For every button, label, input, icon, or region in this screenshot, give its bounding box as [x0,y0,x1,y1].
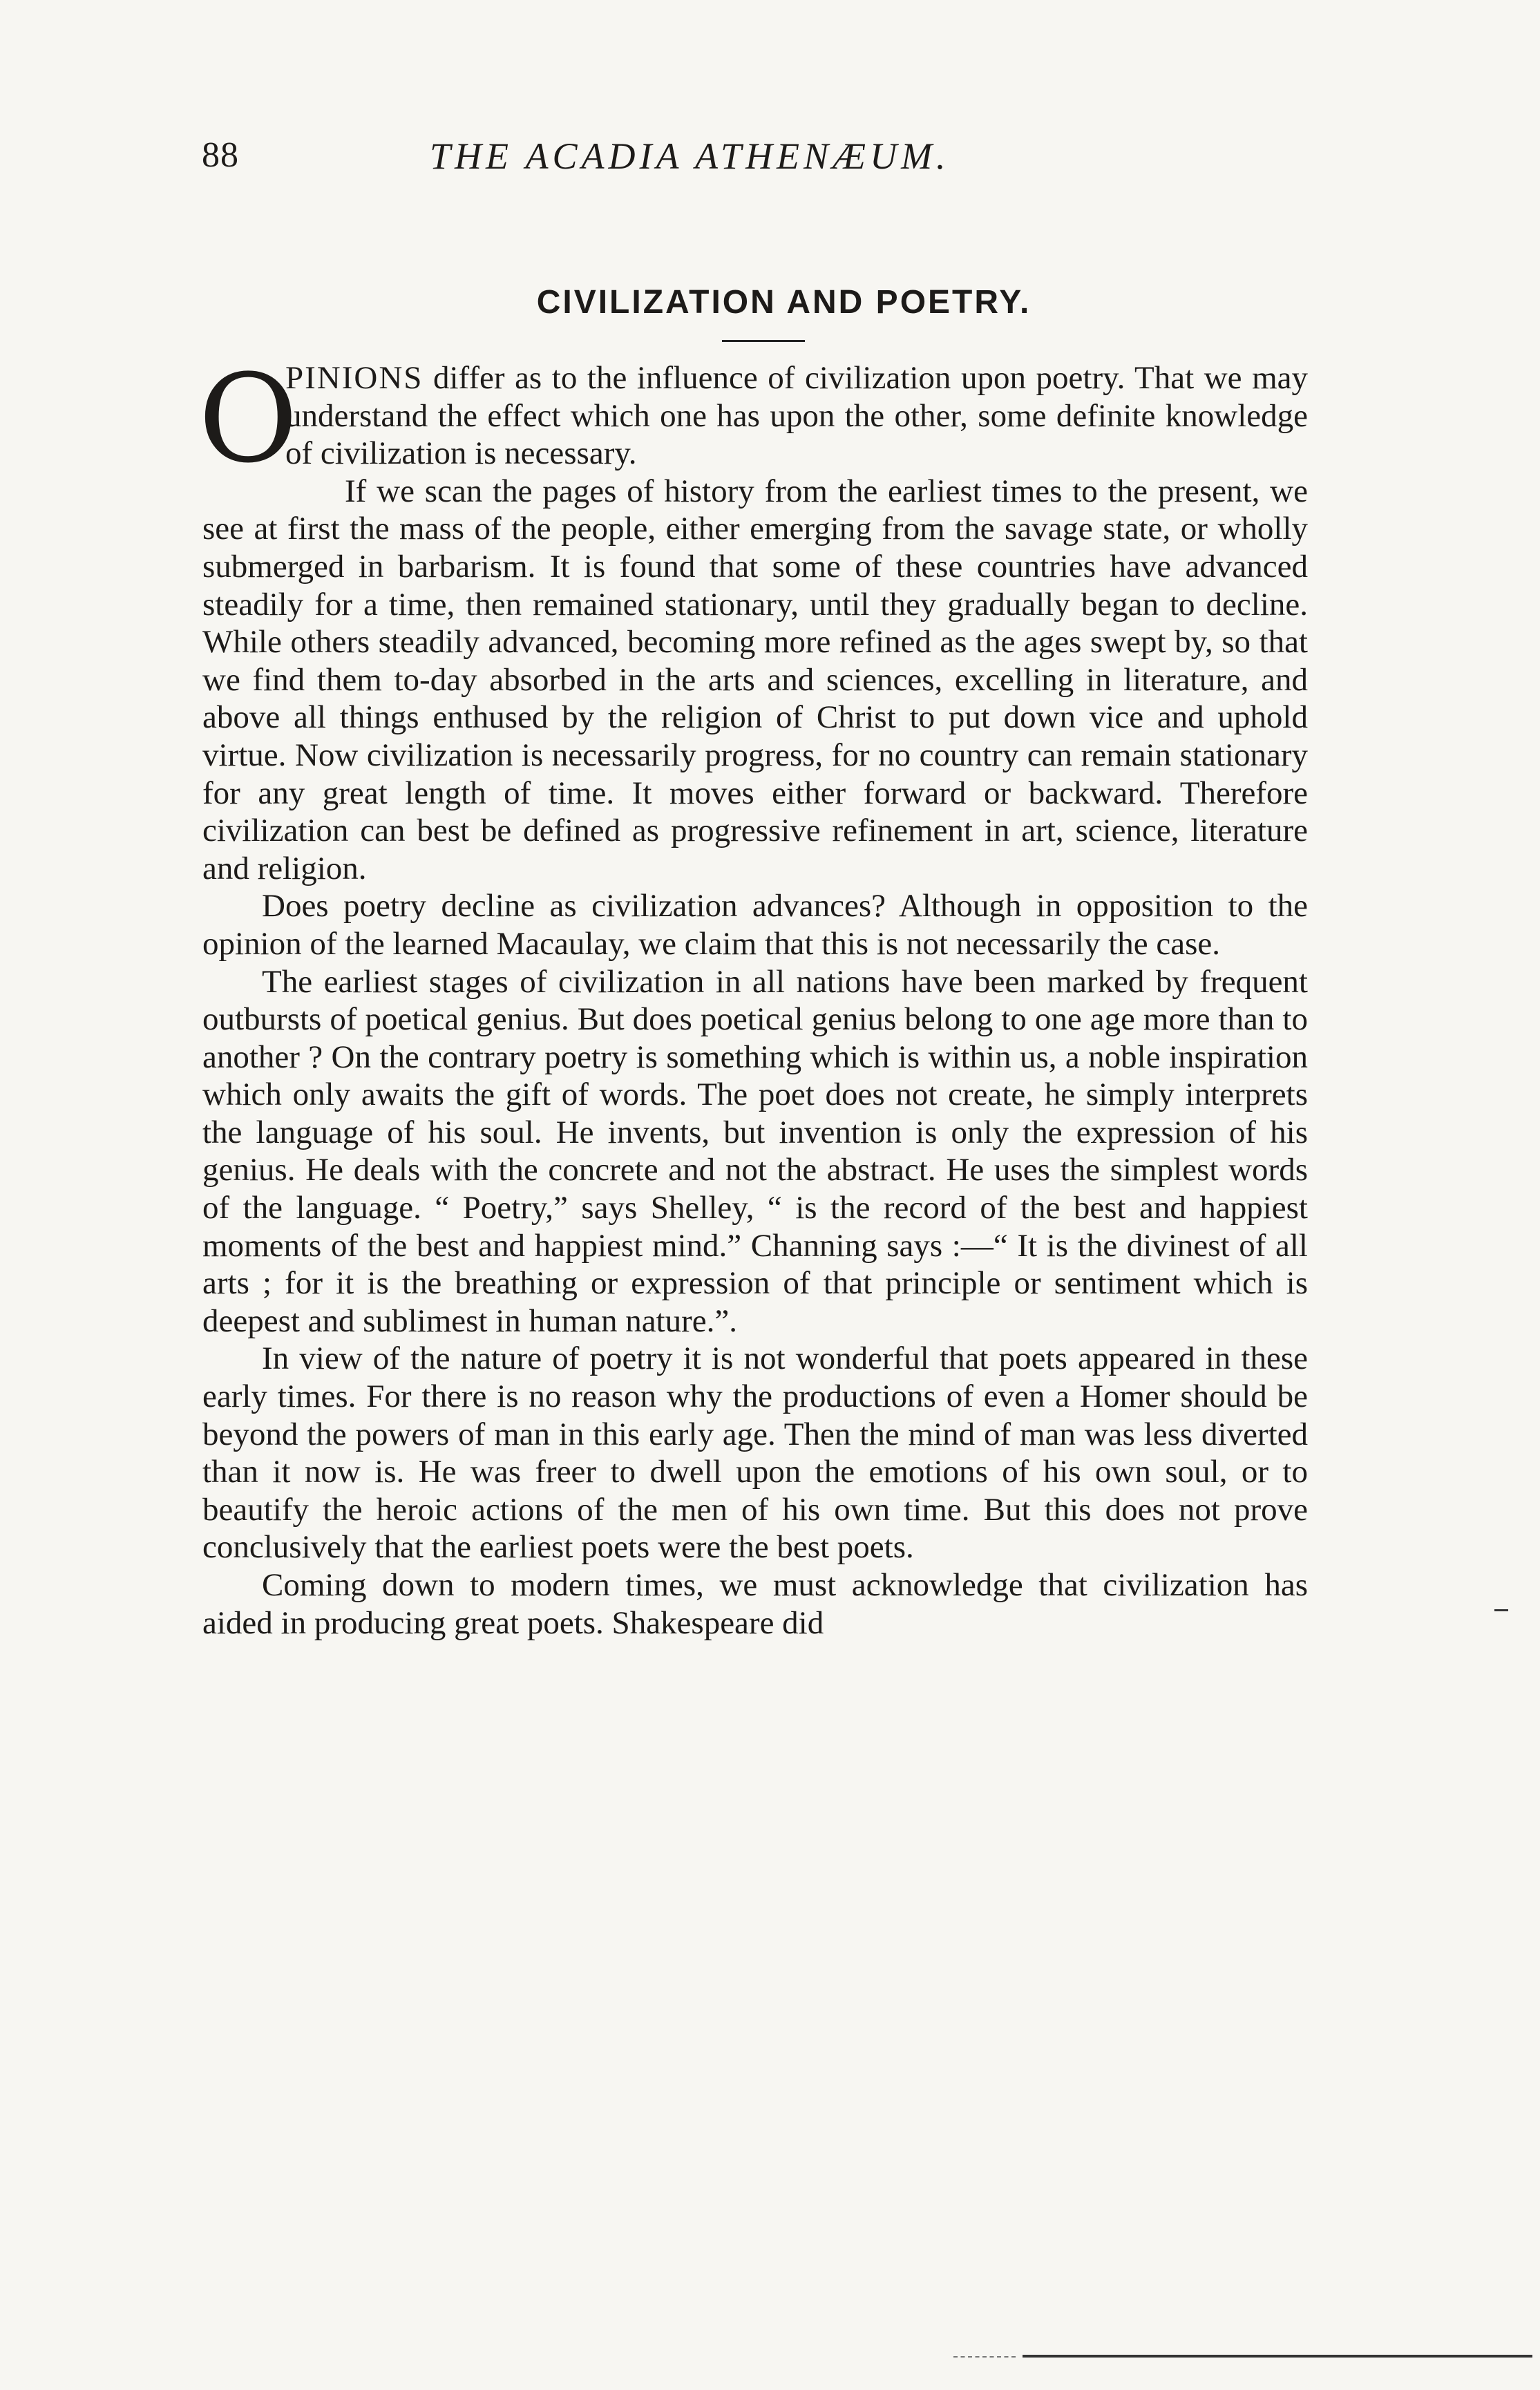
title-rule [722,340,805,342]
paragraph-1 [198,348,1308,490]
page-number: 88 [202,135,239,175]
article-title: CIVILIZATION AND POETRY. [536,284,1032,321]
paragraph-3: Does poetry decline as civilization advances? Although in opposition to the opinion of the learned Macaulay, we claim that this is not necessarily the case. [202,888,1308,962]
article-body [198,348,1308,1642]
drop-cap [198,348,298,490]
paragraph-4: The earliest stages of civilization in all nations have been marked by frequent outbursts of poetical genius. But does poetical genius belong to one age more than to another ? On the contrary poetry is something which is within us, a noble inspiration which only awaits the gift of words. The poet does not create, he simply interprets the language of his soul. He invents, but invention is only the expression of his genius. He deals with the concrete and not the abstract. He uses the simplest words of the language. “ Poetry,” says Shelley, “ is the record of the best and happiest moments of the best and happiest mind.” Channing says :—“ It is the divinest of all arts ; for it is the breathing or expression of that principle or sentiment which is deepest and sublimest in human nature.”. [202,963,1308,1339]
journal-title: THE ACADIA ATHENÆUM. [430,135,950,177]
paragraph-1-text: differ as to the influence of civilization upon poetry. That we may understand the effect which one has upon the other, some definite knowledge of civilization is necessary. [285,360,1308,472]
bottom-rule-faint [953,2356,1016,2358]
paragraph-2: If we scan the pages of history from the earliest times to the present, we see at first the mass of the people, either emerging from the savage state, or wholly submerged in barbarism. It is found that some of these countries have advanced steadily for a time, then remained stationary, until they gradually began to decline. While others steadily advanced, becoming more refined as the ages swept by, so that we find them to-day absorbed in the arts and sciences, excelling in literature, and above all things enthused by the religion of Christ to put down vice and uphold virtue. Now civilization is necessarily progress, for no country can remain stationary for any great length of time. It moves either forward or backward. Therefore civilization can best be defined as progressive refinement in art, science, literature and religion. [202,473,1308,886]
bottom-rule [1023,2355,1532,2358]
first-word-rest: PINIONS [285,360,424,396]
running-head [202,135,1300,190]
drop-cap-letter: O [198,348,298,490]
paragraph-5: In view of the nature of poetry it is not wonderful that poets appeared in these early times. For there is no reason why the productions of even a Homer should be beyond the powers of man in this early age. Then the mind of man was less diverted than it now is. He was freer to dwell upon the emotions of his own soul, or to beautify the heroic actions of the men of his own time. But this does not prove conclusively that the earliest poets were the best poets. [202,1340,1308,1566]
paragraph-6: Coming down to modern times, we must acknowledge that civilization has aided in producing great poets. Shakespeare did [202,1567,1308,1641]
margin-mark [1494,1609,1508,1611]
